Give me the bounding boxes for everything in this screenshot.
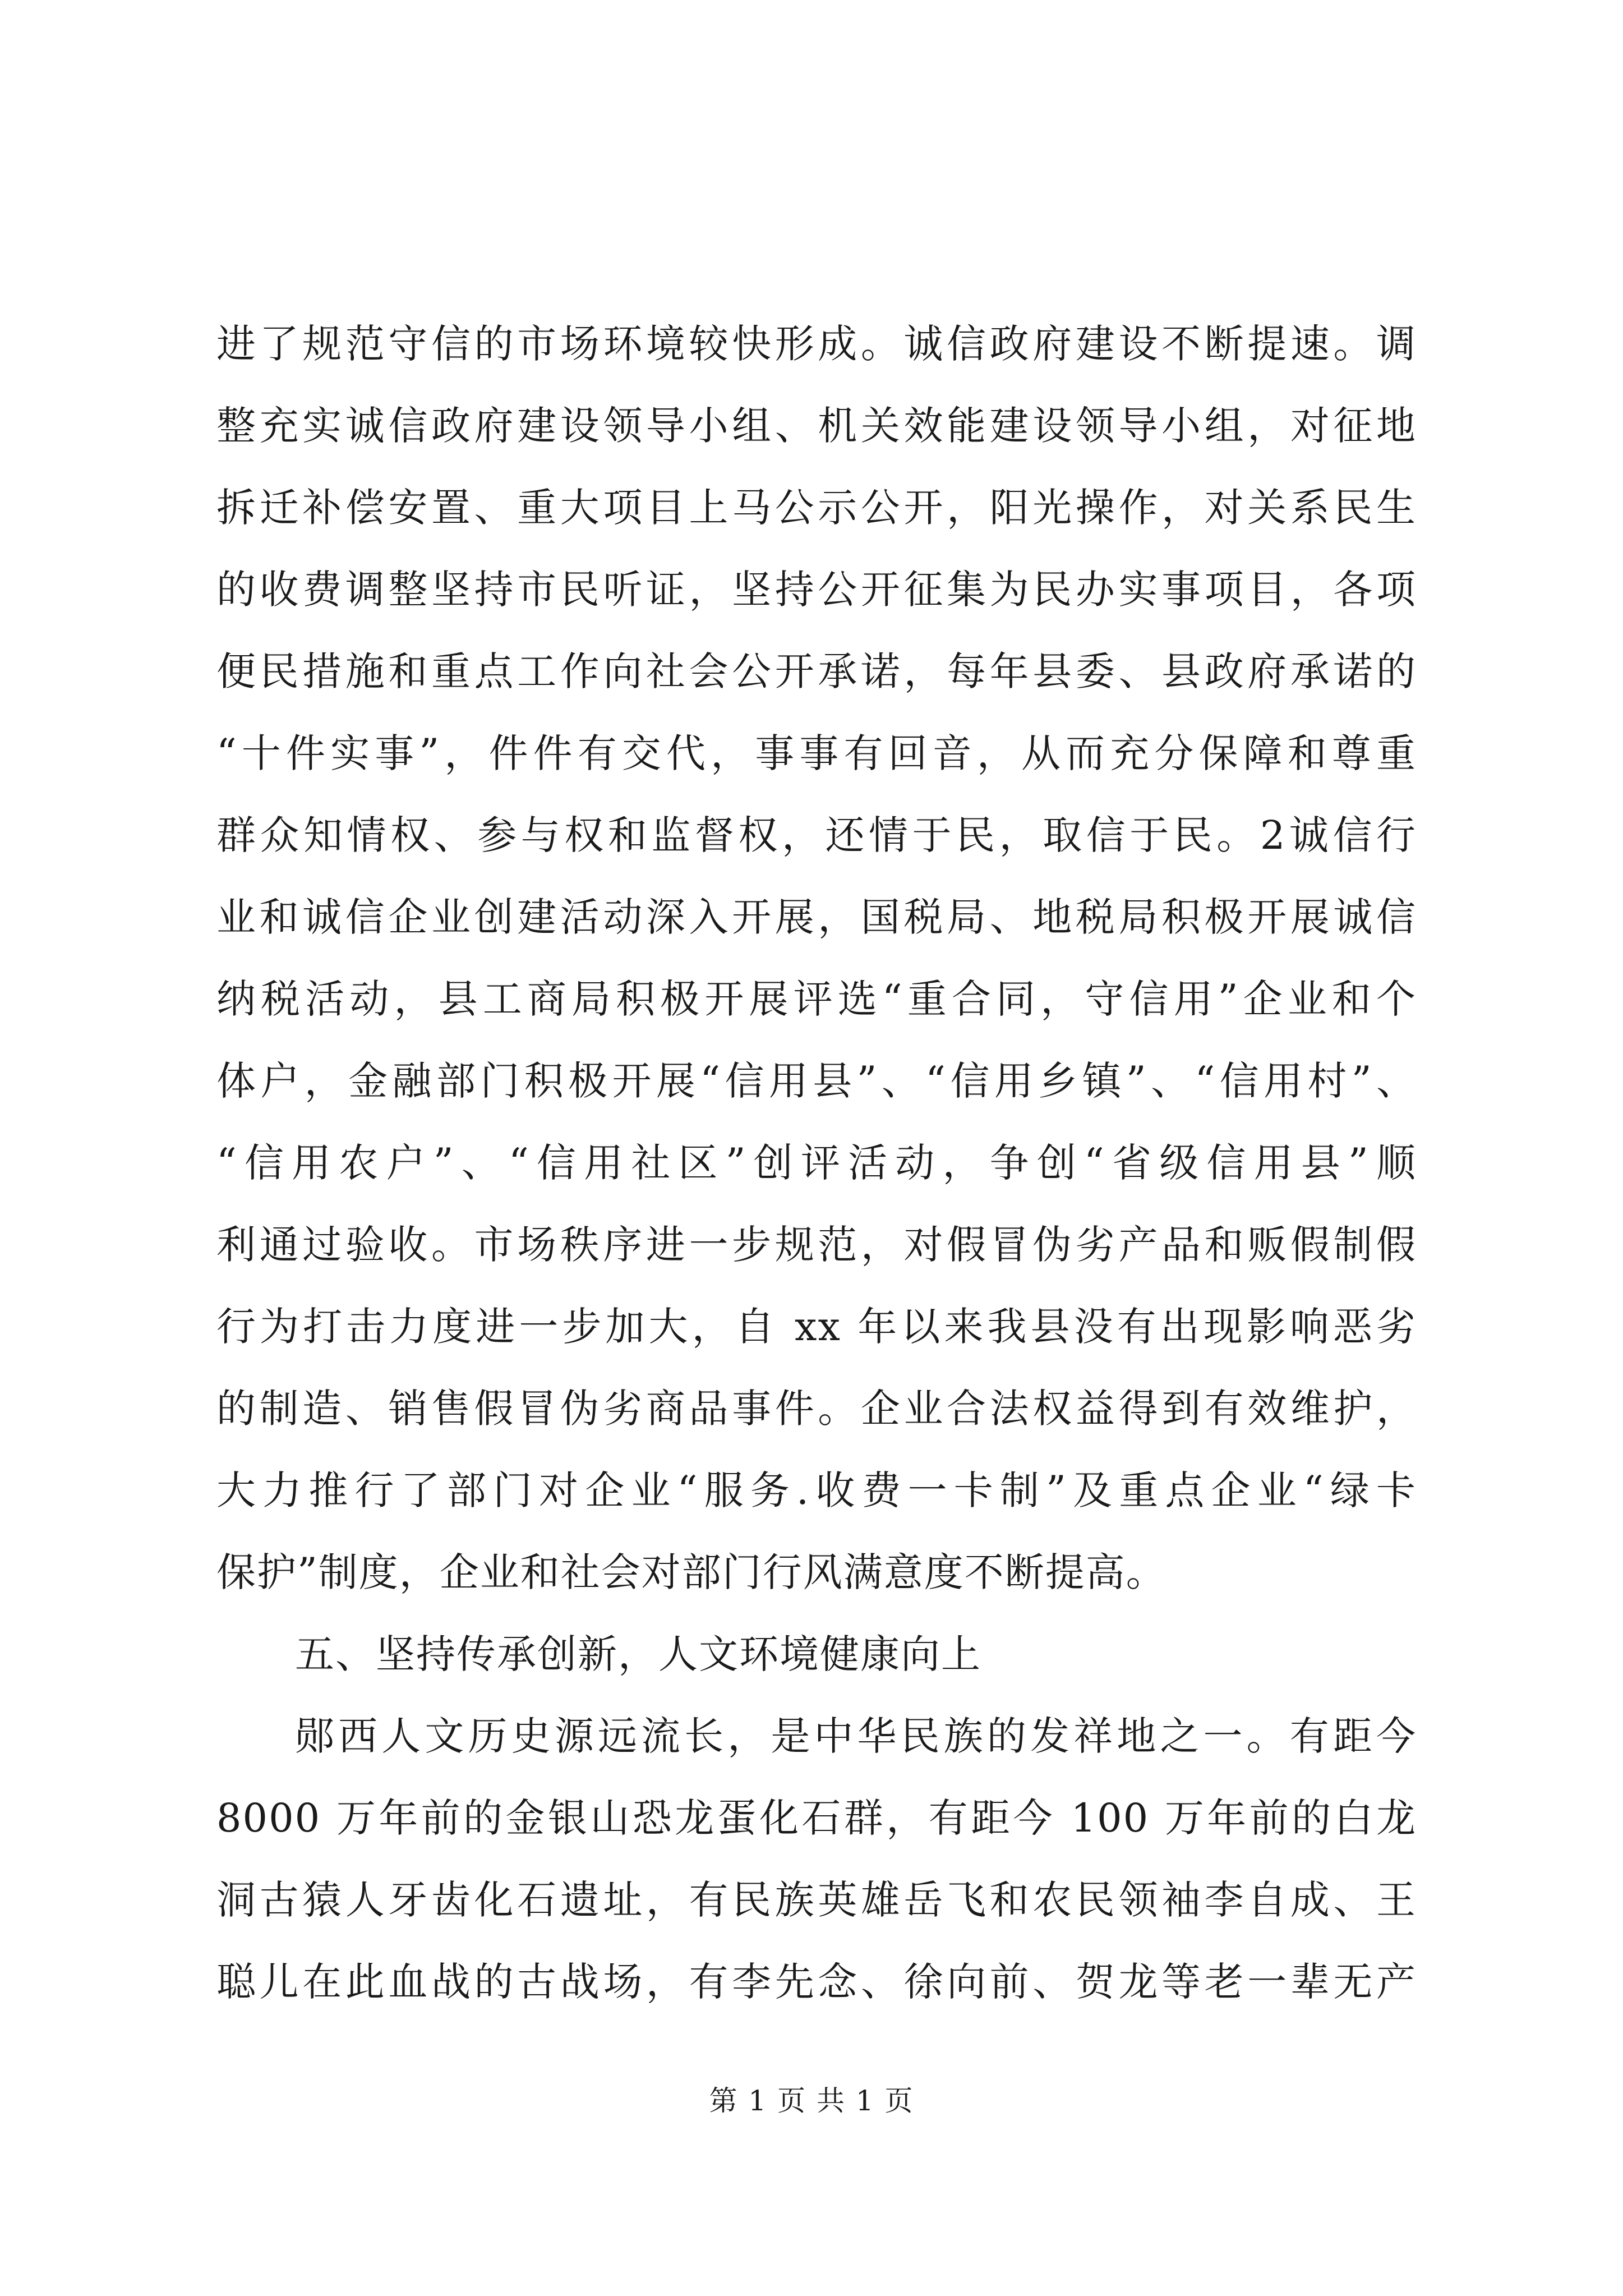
text-line: 行为打击力度进一步加大，自 xx 年以来我县没有出现影响恶劣 — [216, 1304, 1417, 1350]
body-text — [216, 303, 1417, 2023]
text-line: 整充实诚信政府建设领导小组、机关效能建设领导小组，对征地 — [216, 403, 1417, 449]
text-line: 洞古猿人牙齿化石遗址，有民族英雄岳飞和农民领袖李自成、王 — [216, 1877, 1417, 1923]
text-line: 的收费调整坚持市民听证，坚持公开征集为民办实事项目，各项 — [216, 567, 1417, 613]
text-line: 8000 万年前的金银山恐龙蛋化石群，有距今 100 万年前的白龙 — [216, 1795, 1417, 1841]
text-line: 业和诚信企业创建活动深入开展，国税局、地税局积极开展诚信 — [216, 894, 1417, 940]
text-line: 群众知情权、参与权和监督权，还情于民，取信于民。2诚信行 — [216, 812, 1417, 858]
text-line: 拆迁补偿安置、重大项目上马公示公开，阳光操作，对关系民生 — [216, 485, 1417, 531]
text-line: “信用农户”、“信用社区”创评活动，争创“省级信用县”顺 — [216, 1140, 1417, 1186]
text-line: 保护”制度，企业和社会对部门行风满意度不断提高。 — [216, 1549, 1166, 1595]
text-line: 的制造、销售假冒伪劣商品事件。企业合法权益得到有效维护， — [216, 1386, 1417, 1432]
text-line: “十件实事”，件件有交代，事事有回音，从而充分保障和尊重 — [216, 730, 1417, 776]
text-line: 纳税活动，县工商局积极开展评选“重合同，守信用”企业和个 — [216, 976, 1417, 1022]
text-line: 体户，金融部门积极开展“信用县”、“信用乡镇”、“信用村”、 — [216, 1058, 1417, 1104]
page-footer: 第 1 页 共 1 页 — [709, 2085, 914, 2117]
text-line: 聪儿在此血战的古战场，有李先念、徐向前、贺龙等老一辈无产 — [216, 1959, 1417, 2005]
text-line: 郧西人文历史源远流长，是中华民族的发祥地之一。有距今 — [295, 1713, 1417, 1759]
section-heading: 五、坚持传承创新，人文环境健康向上 — [295, 1631, 981, 1677]
text-line: 利通过验收。市场秩序进一步规范，对假冒伪劣产品和贩假制假 — [216, 1222, 1417, 1268]
text-line: 便民措施和重点工作向社会公开承诺，每年县委、县政府承诺的 — [216, 648, 1417, 694]
text-line: 进了规范守信的市场环境较快形成。诚信政府建设不断提速。调 — [216, 321, 1417, 367]
text-line: 大力推行了部门对企业“服务.收费一卡制”及重点企业“绿卡 — [216, 1467, 1417, 1513]
